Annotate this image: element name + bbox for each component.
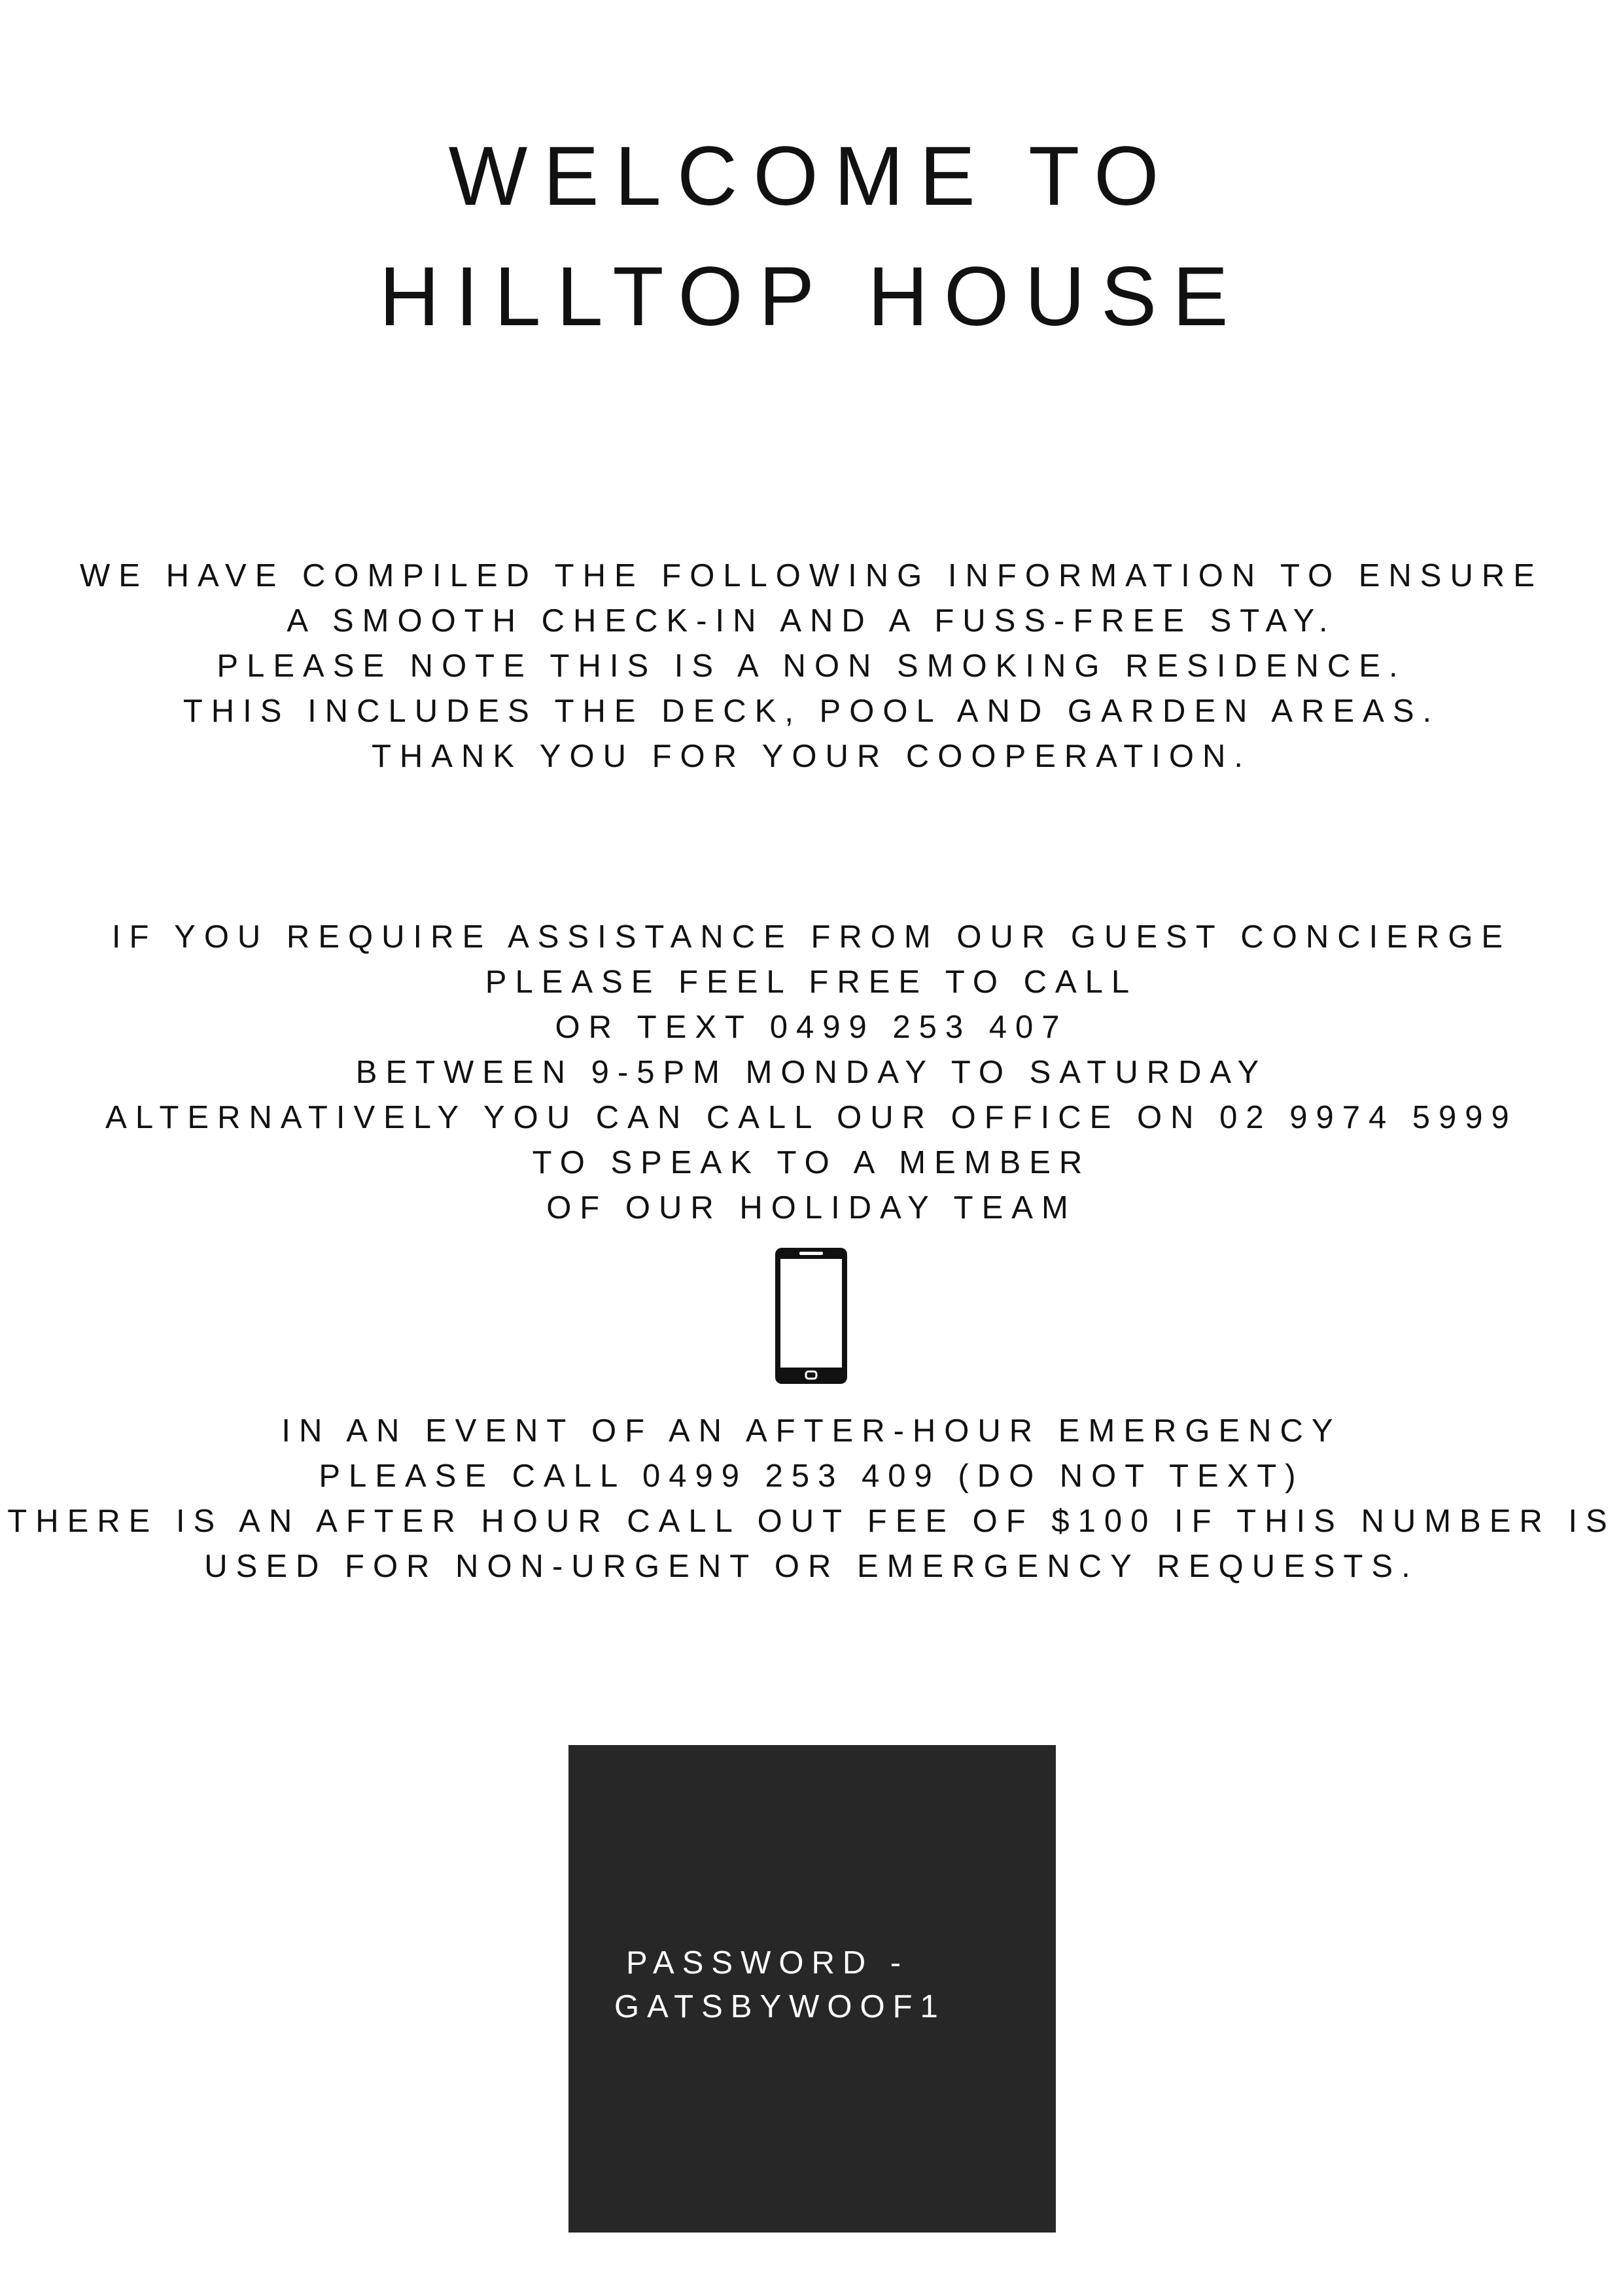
emergency-line: IN AN EVENT OF AN AFTER-HOUR EMERGENCY [281, 1413, 1342, 1449]
intro-paragraph [0, 554, 1623, 779]
title-line-2: HILLTOP HOUSE [379, 250, 1244, 344]
title-line-1: WELCOME TO [448, 130, 1175, 223]
intro-line: THIS INCLUDES THE DECK, POOL AND GARDEN AREAS. [183, 694, 1440, 729]
emergency-line: THERE IS AN AFTER HOUR CALL OUT FEE OF $100 IF THIS NUMBER IS [7, 1504, 1616, 1539]
intro-line: THANK YOU FOR YOUR COOPERATION. [371, 739, 1251, 774]
assistance-line: OR TEXT 0499 253 407 [555, 1010, 1068, 1045]
assistance-line: TO SPEAK TO A MEMBER [532, 1145, 1091, 1180]
assistance-line: IF YOU REQUIRE ASSISTANCE FROM OUR GUEST CONCIERGE [111, 919, 1512, 955]
intro-line: WE HAVE COMPILED THE FOLLOWING INFORMATION TO ENSURE [80, 558, 1543, 593]
password-text [614, 1941, 946, 2029]
assistance-paragraph [0, 915, 1623, 1231]
password-box [568, 1745, 1056, 2233]
intro-line: A SMOOTH CHECK-IN AND A FUSS-FREE STAY. [287, 603, 1336, 639]
emergency-line: PLEASE CALL 0499 253 409 (DO NOT TEXT) [319, 1458, 1304, 1494]
emergency-paragraph [0, 1409, 1623, 1589]
password-label: PASSWORD - [626, 1945, 909, 1981]
assistance-line: OF OUR HOLIDAY TEAM [546, 1190, 1077, 1226]
password-value: GATSBYWOOF1 [614, 1989, 946, 2024]
assistance-line: BETWEEN 9-5PM MONDAY TO SATURDAY [355, 1055, 1268, 1090]
emergency-line: USED FOR NON-URGENT OR EMERGENCY REQUESTS. [204, 1549, 1419, 1584]
smartphone-icon [773, 1246, 849, 1386]
page-title [0, 116, 1623, 357]
intro-line: PLEASE NOTE THIS IS A NON SMOKING RESIDENCE. [217, 648, 1406, 684]
assistance-line: PLEASE FEEL FREE TO CALL [485, 964, 1138, 1000]
assistance-line: ALTERNATIVELY YOU CAN CALL OUR OFFICE ON 02 9974 5999 [105, 1100, 1518, 1135]
